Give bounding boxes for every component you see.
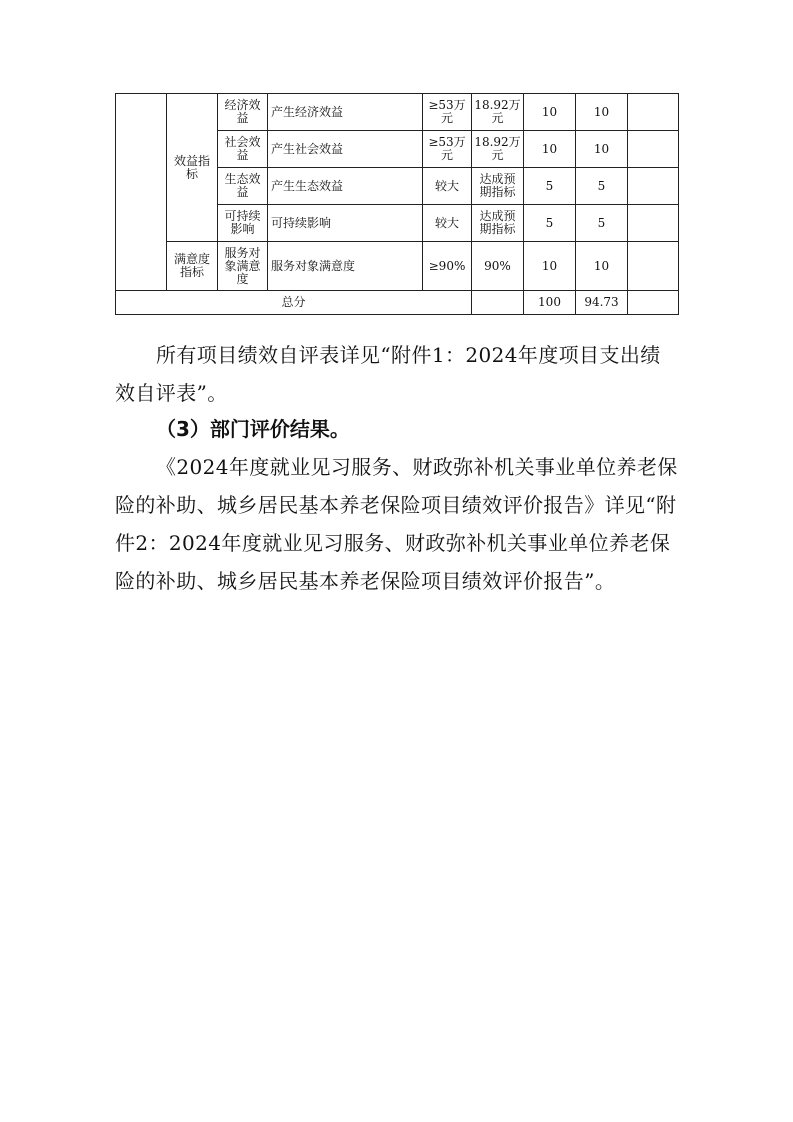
target-value: 较大 bbox=[423, 205, 472, 242]
target-value: ≥53万元 bbox=[423, 94, 472, 131]
section-heading: （3）部门评价结果。 bbox=[156, 417, 350, 441]
table-row bbox=[116, 242, 679, 291]
total-row bbox=[116, 291, 679, 315]
total-weight: 100 bbox=[524, 291, 576, 315]
target-value: 较大 bbox=[423, 168, 472, 205]
total-note bbox=[628, 291, 679, 315]
actual-value: 18.92万元 bbox=[472, 131, 524, 168]
sub-indicator: 可持续影响 bbox=[218, 205, 268, 242]
actual-value: 18.92万元 bbox=[472, 94, 524, 131]
target-value: ≥53万元 bbox=[423, 131, 472, 168]
indicator-name: 产生生态效益 bbox=[268, 168, 423, 205]
note-cell bbox=[628, 205, 679, 242]
sub-indicator: 社会效益 bbox=[218, 131, 268, 168]
total-score: 94.73 bbox=[576, 291, 628, 315]
score-value: 10 bbox=[576, 94, 628, 131]
weight-value: 5 bbox=[524, 205, 576, 242]
note-cell bbox=[628, 131, 679, 168]
score-value: 5 bbox=[576, 168, 628, 205]
paragraph-appendix-2: 《2024年度就业见习服务、财政弥补机关事业单位养老保险的补助、城乡居民基本养老保险项目绩效评价报告》详见“附件2：2024年度就业见习服务、财政弥补机关事业单位养老保险的补助、城乡居民基本养老保险项目绩效评价报告”。 bbox=[115, 455, 678, 593]
actual-value: 达成预期指标 bbox=[472, 168, 524, 205]
indicator-name: 产生社会效益 bbox=[268, 131, 423, 168]
score-value: 10 bbox=[576, 242, 628, 291]
weight-value: 5 bbox=[524, 168, 576, 205]
note-cell bbox=[628, 168, 679, 205]
weight-value: 10 bbox=[524, 242, 576, 291]
group-label: 效益指标 bbox=[167, 94, 218, 242]
total-label: 总分 bbox=[116, 291, 472, 315]
target-value: ≥90% bbox=[423, 242, 472, 291]
note-cell bbox=[628, 242, 679, 291]
note-cell bbox=[628, 94, 679, 131]
indicator-name: 可持续影响 bbox=[268, 205, 423, 242]
sub-indicator: 经济效益 bbox=[218, 94, 268, 131]
weight-value: 10 bbox=[524, 94, 576, 131]
category-cell bbox=[116, 94, 167, 291]
performance-table bbox=[115, 93, 679, 315]
sub-indicator: 生态效益 bbox=[218, 168, 268, 205]
indicator-name: 服务对象满意度 bbox=[268, 242, 423, 291]
paragraph-appendix-1: 所有项目绩效自评表详见“附件1：2024年度项目支出绩效自评表”。 bbox=[115, 343, 661, 405]
sub-indicator: 服务对象满意度 bbox=[218, 242, 268, 291]
actual-value: 达成预期指标 bbox=[472, 205, 524, 242]
total-empty bbox=[472, 291, 524, 315]
score-value: 10 bbox=[576, 131, 628, 168]
actual-value: 90% bbox=[472, 242, 524, 291]
table-row bbox=[116, 94, 679, 131]
group-label: 满意度指标 bbox=[167, 242, 218, 291]
score-value: 5 bbox=[576, 205, 628, 242]
weight-value: 10 bbox=[524, 131, 576, 168]
indicator-name: 产生经济效益 bbox=[268, 94, 423, 131]
